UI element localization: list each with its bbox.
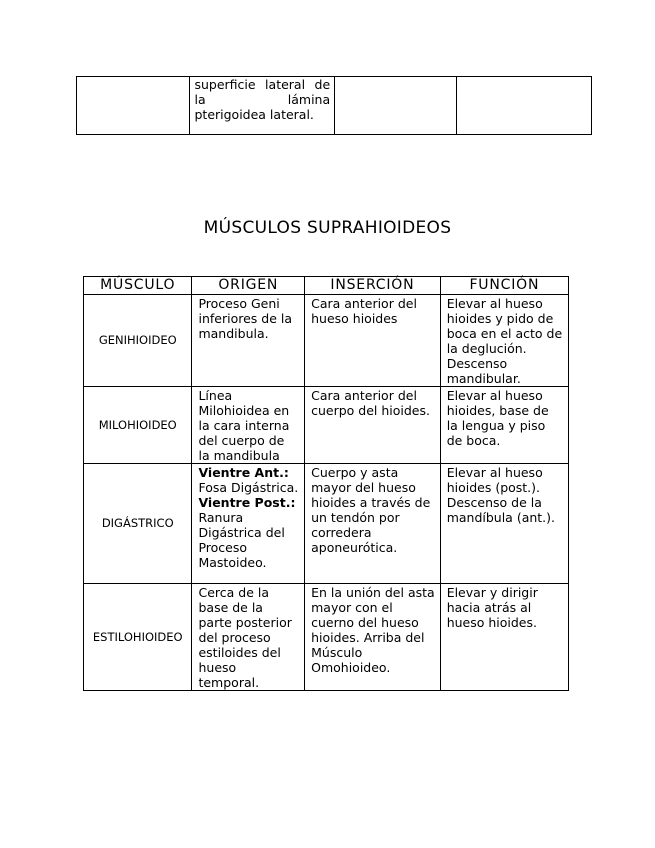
insertion-cell: Cuerpo y asta mayor del hueso hioides a través de un tendón por corredera aponeurótica. <box>305 464 441 584</box>
origin-line: superficie lateral de <box>194 77 331 92</box>
table-row <box>84 387 569 464</box>
header-origin: ORIGEN <box>192 277 305 295</box>
origin-cell <box>190 77 335 135</box>
muscle-name: GENIHIOIDEO <box>84 295 192 387</box>
origin-label: Vientre Post.: <box>198 495 296 510</box>
origin-line: pterigoidea lateral. <box>194 107 314 122</box>
section-title: MÚSCULOS SUPRAHIOIDEOS <box>203 218 452 238</box>
function-cell: Elevar al hueso hioides y pido de boca en el acto de la deglución. Descenso mandibular. <box>440 295 568 387</box>
insertion-cell: En la unión del asta mayor con el cuerno del hueso hioides. Arriba del Músculo Omohioideo. <box>305 584 441 691</box>
header-insertion: INSERCIÓN <box>305 277 441 295</box>
table-row <box>84 295 569 387</box>
insertion-cell: Cara anterior del cuerpo del hioides. <box>305 387 441 464</box>
origin-cell: Línea Milohioidea en la cara interna del cuerpo de la mandibula <box>192 387 305 464</box>
table-cell <box>456 77 591 135</box>
origin-cell <box>192 464 305 584</box>
table-row <box>84 464 569 584</box>
function-cell: Elevar y dirigir hacia atrás al hueso hioides. <box>440 584 568 691</box>
origin-label: Vientre Ant.: <box>198 465 289 480</box>
table-cell <box>77 77 190 135</box>
table-row <box>77 77 592 135</box>
origin-cell: Cerca de la base de la parte posterior del proceso estiloides del hueso temporal. <box>192 584 305 691</box>
function-cell: Elevar al hueso hioides, base de la lengua y piso de boca. <box>440 387 568 464</box>
table-row <box>84 584 569 691</box>
header-function: FUNCIÓN <box>440 277 568 295</box>
muscles-table <box>83 276 569 691</box>
muscle-name: ESTILOHIOIDEO <box>84 584 192 691</box>
origin-line: la lámina <box>194 92 331 107</box>
insertion-cell: Cara anterior del hueso hioides <box>305 295 441 387</box>
function-cell: Elevar al hueso hioides (post.). Descenso de la mandíbula (ant.). <box>440 464 568 584</box>
muscle-name: MILOHIOIDEO <box>84 387 192 464</box>
origin-text: Ranura Digástrica del Proceso Mastoideo. <box>198 510 285 570</box>
table-header-row <box>84 277 569 295</box>
table-cell <box>335 77 456 135</box>
origin-cell: Proceso Geni inferiores de la mandibula. <box>192 295 305 387</box>
muscle-name: DIGÁSTRICO <box>84 464 192 584</box>
header-muscle: MÚSCULO <box>84 277 192 295</box>
fragment-table <box>76 76 592 135</box>
origin-text: Fosa Digástrica. <box>198 480 299 495</box>
